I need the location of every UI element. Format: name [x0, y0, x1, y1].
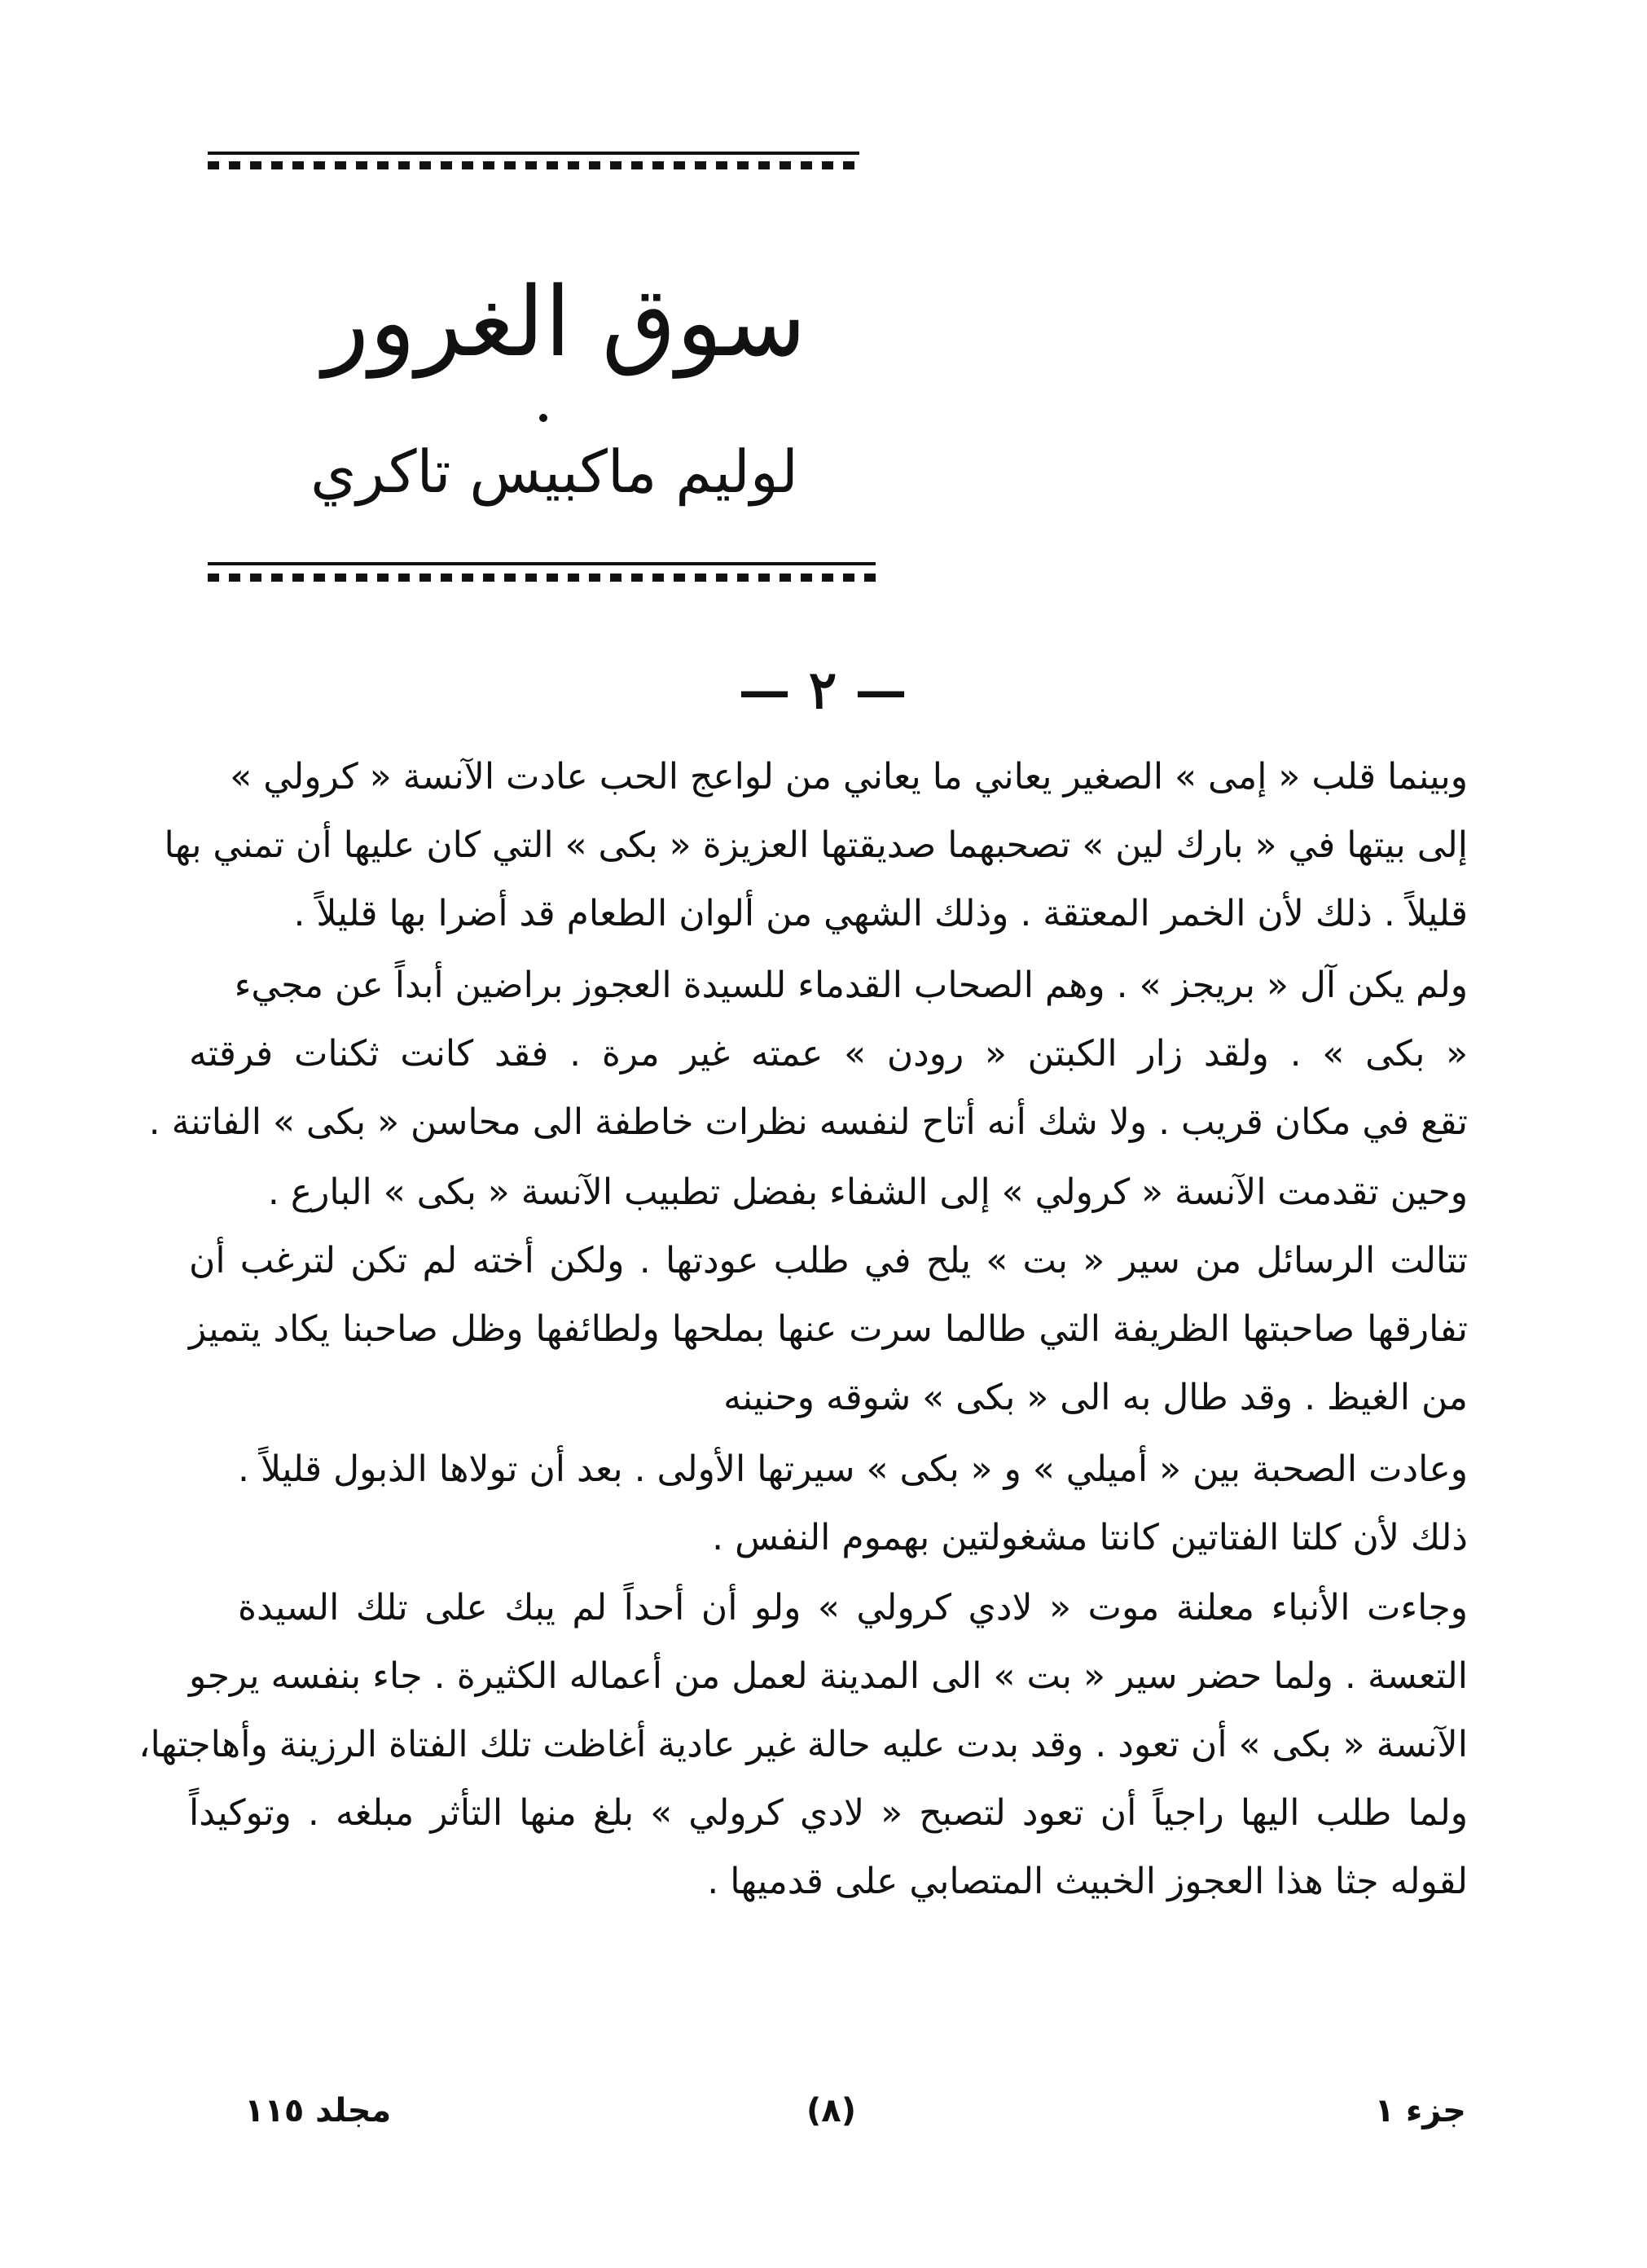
footer-page-number: (٨)	[806, 2092, 856, 2130]
footer-part: جزء ١	[1374, 2092, 1466, 2130]
footer-volume: مجلد ١١٥	[244, 2092, 392, 2130]
text-line: ولم يكن آل « بريجز » . وهم الصحاب القدماء للسيدة العجوز براضين أبداً عن مجيء	[234, 965, 1468, 1006]
text-line: « بكى » . ولقد زار الكبتن « رودن » عمته غير مرة . فقد كانت ثكنات فرقته	[189, 1033, 1468, 1075]
article-author: لوليم ماكبيس تاكري	[310, 437, 798, 506]
text-line: وعادت الصحبة بين « أميلي » و « بكى » سيرتها الأولى . بعد أن تولاها الذبول قليلاً .	[238, 1448, 1468, 1490]
text-line: وحين تقدمت الآنسة « كرولي » إلى الشفاء بفضل تطبيب الآنسة « بكى » البارع .	[267, 1171, 1468, 1213]
text-line: تتالت الرسائل من سير « بت » يلح في طلب عودتها . ولكن أخته لم تكن لترغب أن	[189, 1240, 1468, 1281]
text-line: الآنسة « بكى » أن تعود . وقد بدت عليه حالة غير عادية أغاظت تلك الفتاة الرزينة وأهاجتها،	[138, 1724, 1468, 1765]
text-line: لقوله جثا هذا العجوز الخبيث المتصابي على قدميها .	[707, 1861, 1468, 1902]
chapter-number: — ٢ —	[738, 660, 907, 721]
text-line: ولما طلب اليها راجياً أن تعود لتصبح « لادي كرولي » بلغ منها التأثر مبلغه . وتوكيداً	[189, 1792, 1468, 1834]
bottom-ornament-border	[208, 574, 876, 582]
text-line: وجاءت الأنباء معلنة موت « لادي كرولي » ولو أن أحداً لم يبك على تلك السيدة	[238, 1587, 1468, 1628]
text-line: تفارقها صاحبتها الظريفة التي طالما سرت عنها بملحها ولطائفها وظل صاحبنا يكاد يتميز	[189, 1308, 1468, 1350]
title-dot	[539, 414, 547, 422]
text-line: قليلاً . ذلك لأن الخمر المعتقة . وذلك الشهي من ألوان الطعام قد أضرا بها قليلاً .	[293, 893, 1468, 934]
body-text	[138, 748, 1468, 2068]
text-line: التعسة . ولما حضر سير « بت » الى المدينة لعمل من أعماله الكثيرة . جاء بنفسه يرجو	[189, 1655, 1468, 1697]
text-line: من الغيظ . وقد طال به الى « بكى » شوقه وحنينه	[723, 1377, 1468, 1418]
text-line: إلى بيتها في « بارك لين » تصحبهما صديقتها العزيزة « بكى » التي كان عليها أن تمني بها	[164, 824, 1468, 866]
article-title: سوق الغرور	[323, 266, 806, 378]
top-rule	[208, 152, 859, 155]
top-ornament-border	[208, 161, 859, 169]
text-line: وبينما قلب « إمى » الصغير يعاني ما يعاني من لواعج الحب عادت الآنسة « كرولي »	[230, 756, 1468, 798]
bottom-rule	[208, 562, 876, 565]
text-line: تقع في مكان قريب . ولا شك أنه أتاح لنفسه نظرات خاطفة الى محاسن « بكى » الفاتنة .	[148, 1101, 1468, 1143]
text-line: ذلك لأن كلتا الفتاتين كانتا مشغولتين بهموم النفس .	[712, 1517, 1468, 1558]
page-footer	[244, 2082, 1466, 2139]
